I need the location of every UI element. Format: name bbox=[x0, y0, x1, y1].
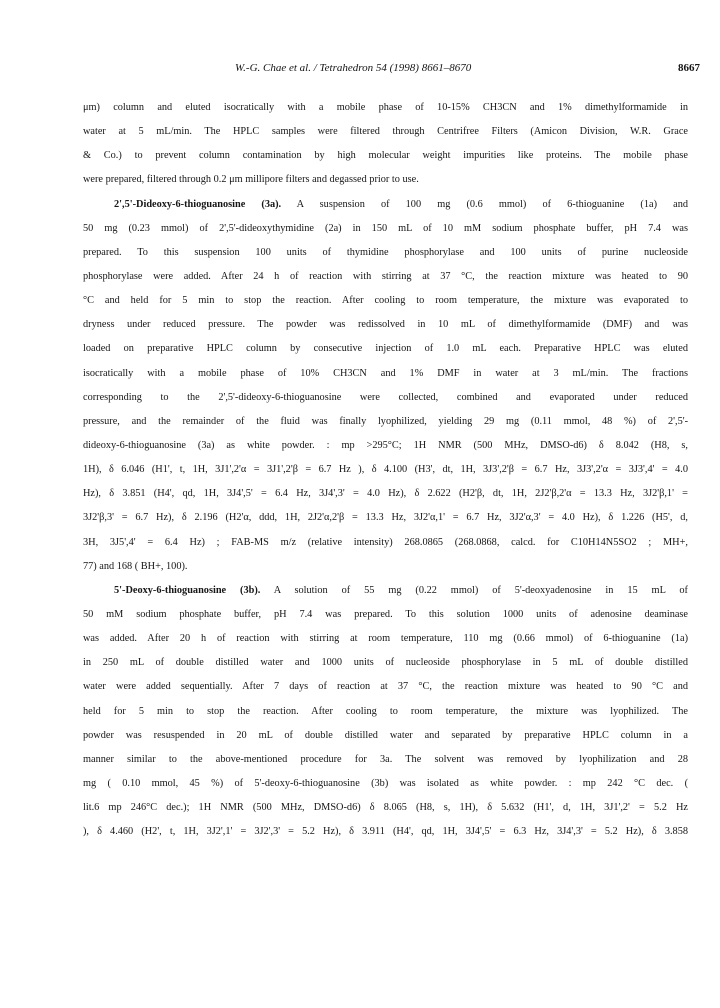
paragraph-first-line bbox=[83, 197, 688, 221]
text-line: manner similar to the above-mentioned procedure for 3a. The solvent was removed by lyophilization and 28 bbox=[83, 753, 688, 765]
text-line: prepared. To this suspension 100 units of thymidine phosphorylase and 100 units of purine nucleoside bbox=[83, 246, 688, 258]
text-line: A solution of 55 mg (0.22 mmol) of 5'-deoxyadenosine in 15 mL of bbox=[260, 584, 688, 596]
text-line: A suspension of 100 mg (0.6 mmol) of 6-thioguanine (1a) and bbox=[281, 198, 688, 210]
journal-citation: W.-G. Chae et al. / Tetrahedron 54 (1998) 8661–8670 bbox=[235, 62, 472, 74]
text-line: loaded on preparative HPLC column by consecutive injection of 1.0 mL each. Preparative HPLC was eluted bbox=[83, 343, 688, 355]
section-heading-3b: 5'-Deoxy-6-thioguanosine (3b). bbox=[114, 584, 261, 596]
text-line: mg ( 0.10 mmol, 45 %) of 5'-deoxy-6-thioguanosine (3b) was isolated as white powder. : mp 242 °C dec. ( bbox=[83, 777, 688, 789]
text-line: powder was resuspended in 20 mL of double distilled water and separated by preparative HPLC column in a bbox=[83, 729, 688, 741]
text-line: & Co.) to prevent column contamination by high molecular weight impurities like proteins. The mobile phase bbox=[83, 150, 688, 162]
section-heading-3a: 2',5'-Dideoxy-6-thioguanosine (3a). bbox=[114, 198, 282, 210]
text-line: 50 mM sodium phosphate buffer, pH 7.4 was prepared. To this solution 1000 units of adenosine deaminase bbox=[83, 608, 688, 620]
page-number: 8667 bbox=[678, 62, 700, 74]
text-line: 50 mg (0.23 mmol) of 2',5'-dideoxythymidine (2a) in 150 mL of 10 mM sodium phosphate buffer, pH 7.4 was bbox=[83, 222, 688, 234]
paragraph-first-line bbox=[83, 583, 688, 607]
text-line: held for 5 min to stop the reaction. After cooling to room temperature, the mixture was lyophilized. The bbox=[83, 705, 688, 717]
text-line: lit.6 mp 246°C dec.); 1H NMR (500 MHz, DMSO-d6) δ 8.065 (H8, s, 1H), δ 5.632 (H1', d, 1H, 3J1',2' = 5.2 Hz bbox=[83, 802, 688, 814]
text-line: dideoxy-6-thioguanosine (3a) as white powder. : mp >295°C; 1H NMR (500 MHz, DMSO-d6) δ 8.042 (H8, s, bbox=[83, 439, 688, 451]
text-line: dryness under reduced pressure. The powder was redissolved in 10 mL of dimethylformamide (DMF) and was bbox=[83, 319, 688, 331]
text-line: water at 5 mL/min. The HPLC samples were filtered through Centrifree Filters (Amicon Division, W.R. Grace bbox=[83, 126, 688, 138]
text-line: was added. After 20 h of reaction with stirring at room temperature, 110 mg (0.66 mmol) of 6-thioguanine (1a) bbox=[83, 633, 688, 645]
text-line: in 250 mL of double distilled water and 1000 units of nucleoside phosphorylase in 5 mL of double distilled bbox=[83, 657, 688, 669]
text-line: 1H), δ 6.046 (H1', t, 1H, 3J1',2'α = 3J1',2'β = 6.7 Hz ), δ 4.100 (H3', dt, 1H, 3J3',2'β = 6.7 Hz, 3J3',2'α = 3J3',4' = 4.0 bbox=[83, 464, 688, 476]
text-line: isocratically with a mobile phase of 10% CH3CN and 1% DMF in water at 3 mL/min. The fractions bbox=[83, 367, 688, 379]
text-line: 77) and 168 ( BH+, 100). bbox=[83, 560, 188, 572]
text-line: water were added sequentially. After 7 days of reaction at 37 °C, the reaction mixture was heated to 90 °C and bbox=[83, 681, 688, 693]
article-body bbox=[83, 100, 688, 848]
text-line: 3H, 3J5',4' = 6.4 Hz) ; FAB-MS m/z (relative intensity) 268.0865 (268.0868, calcd. for C10H14N5SO2 ; MH+, bbox=[83, 536, 688, 548]
text-line: 3J2'β,3' = 6.7 Hz), δ 2.196 (H2'α, ddd, 1H, 2J2'α,2'β = 13.3 Hz, 3J2'α,1' = 6.7 Hz, 3J2'α,3' = 4.0 Hz), δ 1.226 (H5', d, bbox=[83, 512, 688, 524]
text-line: pressure, and the remainder of the fluid was finally lyophilized, yielding 29 mg (0.11 mmol, 48 %) of 2',5'- bbox=[83, 415, 688, 427]
text-line: corresponding to the 2',5'-dideoxy-6-thioguanosine were collected, combined and evaporated under reduced bbox=[83, 391, 688, 403]
running-header bbox=[110, 62, 700, 78]
text-line: Hz), δ 3.851 (H4', qd, 1H, 3J4',5' = 6.4 Hz, 3J4',3' = 4.0 Hz), δ 2.622 (H2'β, dt, 1H, 2J2'β,2'α = 13.3 Hz, 3J2'β,1' = bbox=[83, 488, 688, 500]
text-line: °C and held for 5 min to stop the reaction. After cooling to room temperature, the mixture was evaporated to bbox=[83, 295, 688, 307]
text-line: ), δ 4.460 (H2', t, 1H, 3J2',1' = 3J2',3' = 5.2 Hz), δ 3.911 (H4', qd, 1H, 3J4',5' = 6.3 Hz, 3J4',3' = 5.2 Hz), δ 3.858 bbox=[83, 826, 688, 838]
text-line: phosphorylase were added. After 24 h of reaction with stirring at 37 °C, the reaction mixture was heated to 90 bbox=[83, 270, 688, 282]
text-line: were prepared, filtered through 0.2 μm millipore filters and degassed prior to use. bbox=[83, 174, 419, 186]
text-line: μm) column and eluted isocratically with a mobile phase of 10-15% CH3CN and 1% dimethylformamide in bbox=[83, 102, 688, 113]
